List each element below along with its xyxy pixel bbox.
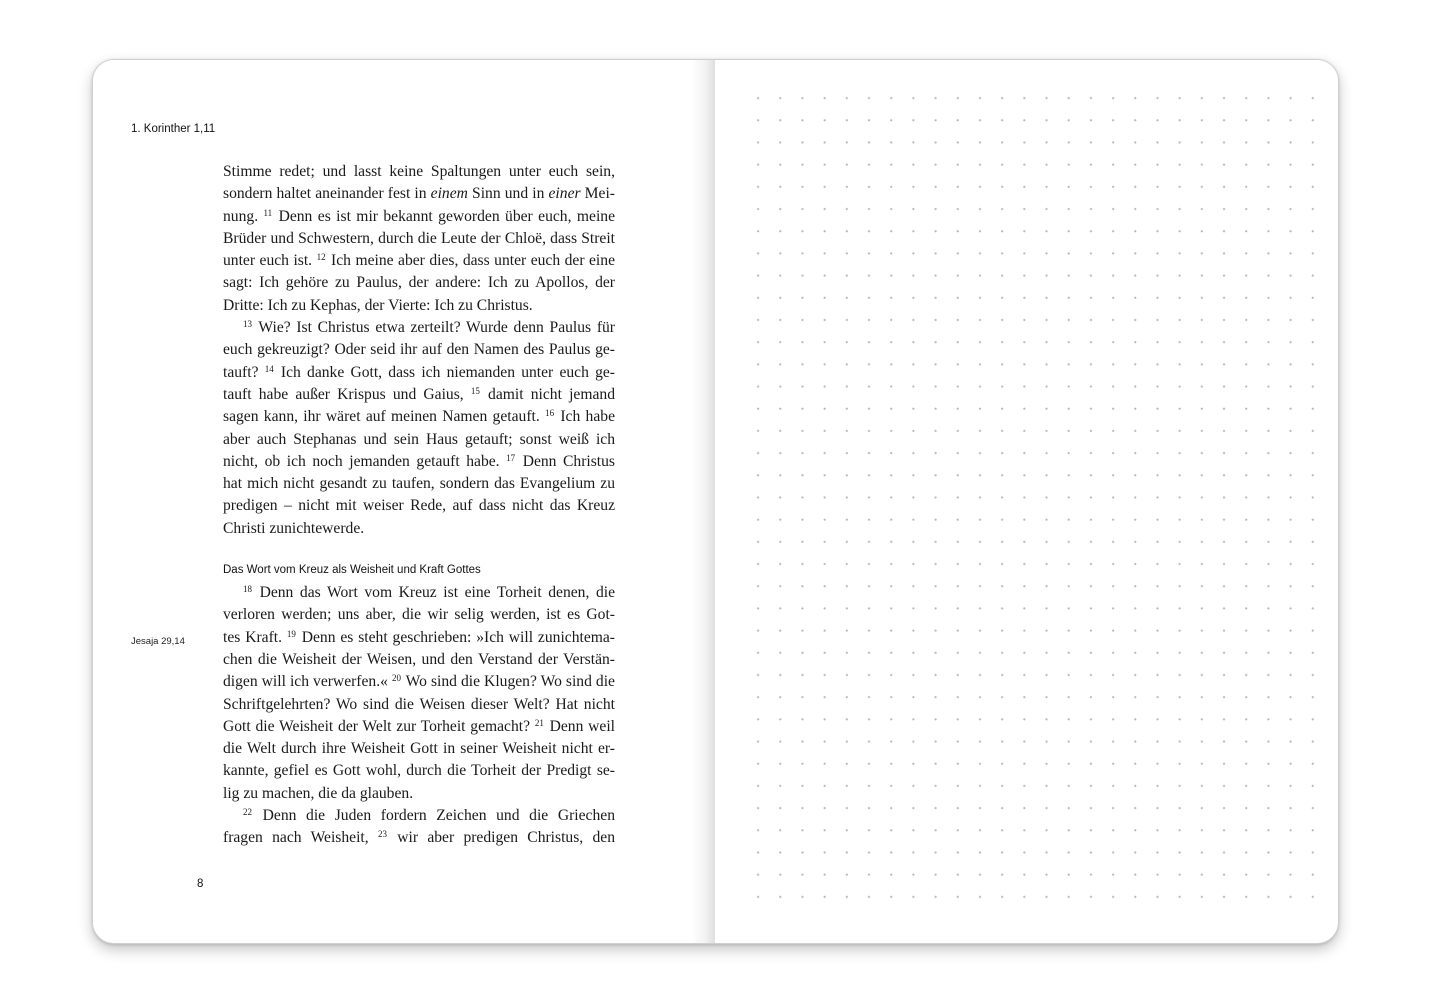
emphasis: einer: [548, 185, 581, 203]
text-line: tauft? $^{14}$ Ich danke Gott, dass ich niemanden unter euch ge-: [223, 363, 615, 381]
text-line: Brüder und Schwestern, durch die Leute der Chloë, dass Streit: [223, 229, 615, 247]
section-heading: Das Wort vom Kreuz als Weisheit und Kraft Gottes: [223, 564, 481, 577]
left-page: [93, 60, 715, 943]
text-line: Gott die Weisheit der Welt zur Torheit gemacht? $^{21}$ Denn weil: [223, 717, 616, 735]
verse-number: 14: [264, 363, 274, 374]
paragraph-1: [223, 161, 615, 317]
verse-number: 23: [377, 829, 387, 840]
text-line: lig zu machen, die da glauben.: [223, 784, 414, 802]
text-line: tes Kraft. $^{19}$ Denn es steht geschrieben: »Ich will zunichtema-: [223, 628, 615, 646]
text-line: $^{18}$ Denn das Wort vom Kreuz ist eine Torheit denen, die: [243, 584, 615, 602]
verse-number: 11: [263, 207, 273, 218]
verse-number: 21: [534, 717, 544, 728]
verse-number: 17: [506, 452, 516, 463]
text-line: kannte, gefiel es Gott wohl, durch die Torheit der Predigt se-: [223, 762, 615, 780]
text-line: aber auch Stephanas und sein Haus getauft; sonst weiß ich: [223, 430, 615, 448]
verse-number: 13: [243, 319, 252, 330]
emphasis: einem: [430, 185, 468, 203]
page-number: 8: [197, 878, 204, 890]
gutter-shadow: [691, 60, 715, 943]
text-line: predigen – nicht mit weiser Rede, auf dass nicht das Kreuz: [223, 497, 615, 515]
verse-number: 12: [316, 252, 326, 263]
text-line: $^{22}$ Denn die Juden fordern Zeichen und die Griechen: [243, 807, 615, 825]
text-line: tauft habe außer Krispus und Gaius, $^{15}$ damit nicht jemand: [223, 385, 615, 403]
text-line: nicht, ob ich noch jemanden getauft habe. $^{17}$ Denn Christus: [223, 452, 616, 470]
text-line: sagen kann, ihr wäret auf meinen Namen getauft. $^{16}$ Ich habe: [223, 408, 615, 426]
paragraph-2: [223, 317, 615, 540]
running-head: 1. Korinther 1,11: [131, 123, 216, 135]
text-line: die Welt durch ihre Weisheit Gott in seiner Weisheit nicht er-: [223, 740, 615, 758]
scripture-text: [223, 161, 615, 850]
verse-number: 18: [243, 584, 252, 595]
text-line: digen will ich verwerfen.« $^{20}$ Wo sind die Klugen? Wo sind die: [223, 673, 615, 691]
right-page: [715, 60, 1338, 943]
verse-number: 22: [243, 807, 252, 818]
text-line: sagt: Ich gehöre zu Paulus, der andere: Ich zu Apollos, der: [223, 274, 615, 292]
verse-number: 19: [286, 628, 296, 639]
text-line: verloren werden; uns aber, die wir selig werden, ist es Got-: [223, 606, 615, 624]
text-line: fragen nach Weisheit, $^{23}$ wir aber predigen Christus, den: [223, 829, 615, 847]
margin-cross-reference: Jesaja 29,14: [131, 636, 185, 647]
text-line: Stimme redet; und lasst keine Spaltungen unter euch sein,: [223, 163, 615, 180]
text-line: unter euch ist. $^{12}$ Ich meine aber dies, dass unter euch der eine: [223, 252, 615, 270]
text-line: sondern haltet aneinander fest in einem Sinn und in einer Mei-: [223, 185, 615, 203]
text-line: Christi zunichtewerde.: [223, 519, 365, 537]
paragraph-4: [223, 805, 615, 850]
text-line: Schriftgelehrten? Wo sind die Weisen dieser Welt? Hat nicht: [223, 695, 615, 713]
text-line: chen die Weisheit der Weisen, und den Verstand der Verstän-: [223, 650, 615, 668]
open-book: [92, 59, 1339, 944]
dot-grid: [747, 87, 1315, 917]
verse-number: 15: [470, 385, 480, 396]
paragraph-3: [223, 582, 615, 805]
text-line: $^{13}$ Wie? Ist Christus etwa zerteilt? Wurde denn Paulus für: [243, 319, 615, 337]
verse-number: 20: [391, 673, 401, 684]
text-line: nung. $^{11}$ Denn es ist mir bekannt geworden über euch, meine: [223, 207, 616, 225]
text-line: hat mich nicht gesandt zu taufen, sondern das Evangelium zu: [223, 475, 615, 493]
gutter-shade: [1338, 60, 1339, 943]
verse-number: 16: [545, 408, 555, 419]
text-line: euch gekreuzigt? Oder seid ihr auf den Namen des Paulus ge-: [223, 341, 615, 359]
text-line: Dritte: Ich zu Kephas, der Vierte: Ich zu Christus.: [223, 296, 533, 314]
